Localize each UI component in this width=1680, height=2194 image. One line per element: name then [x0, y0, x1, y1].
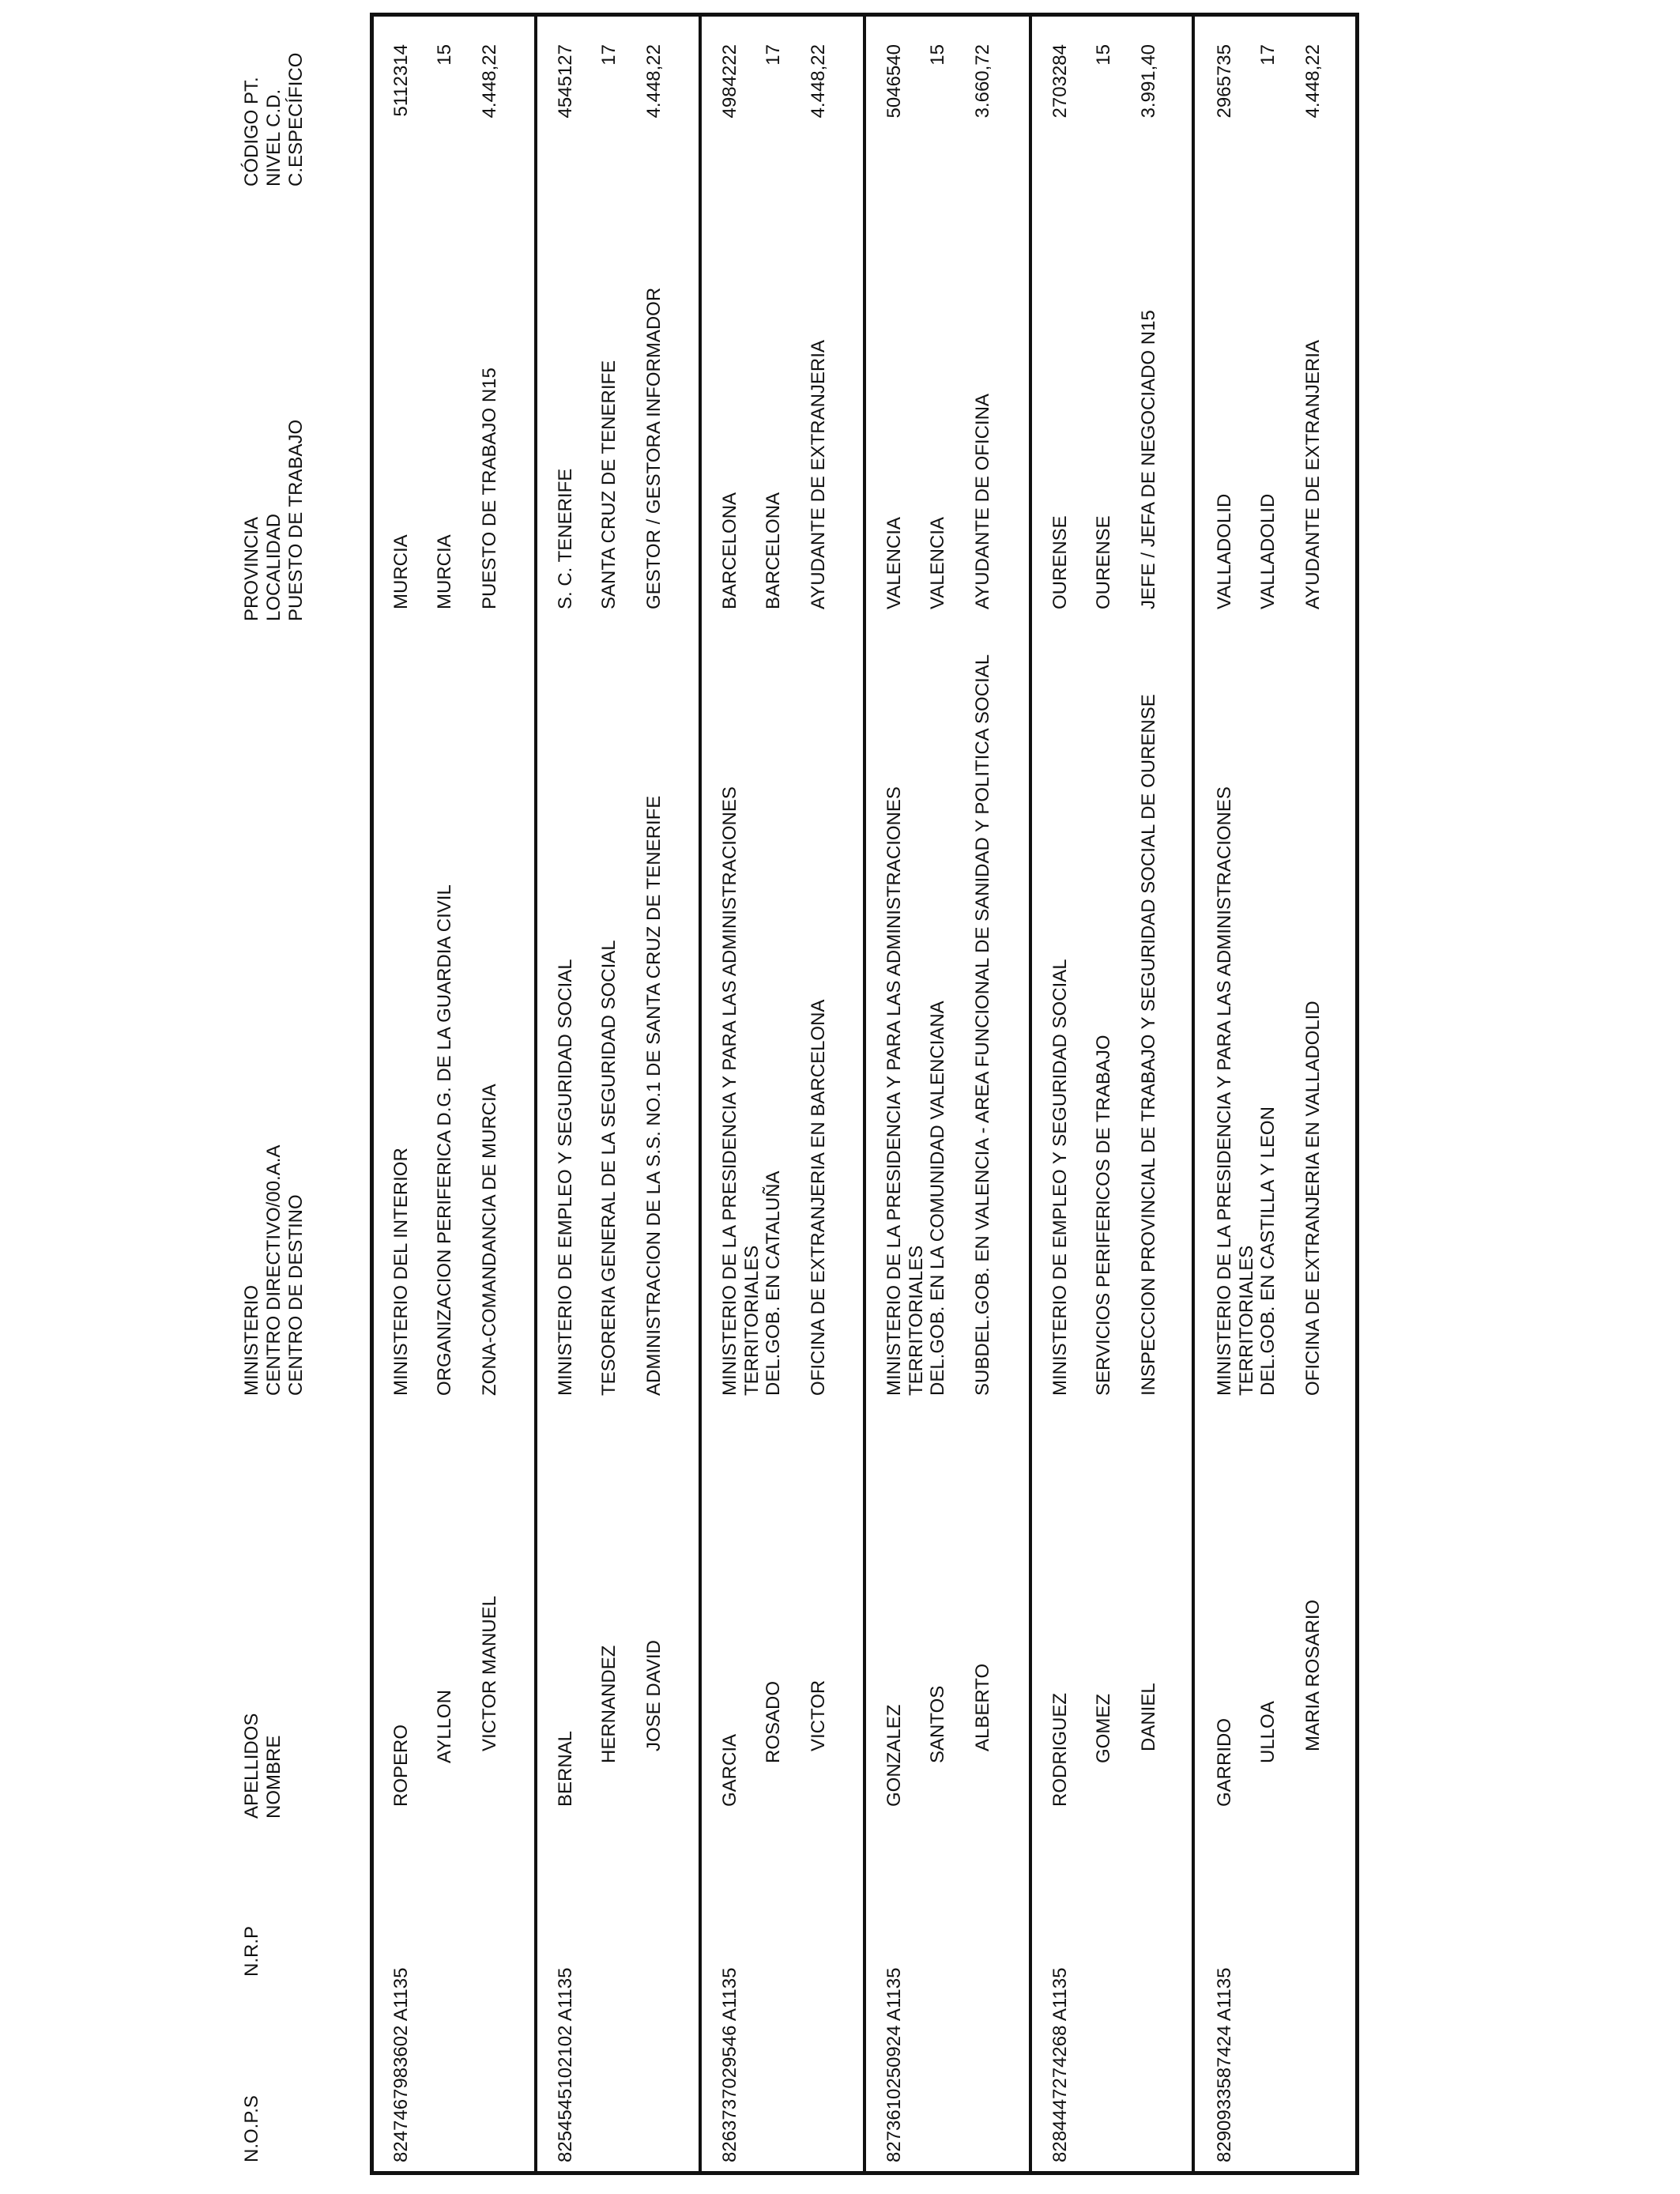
- record-especifico: 3.660,72: [972, 44, 993, 119]
- record-centro-directivo: SERVICIOS PERIFERICOS DE TRABAJO: [1093, 1035, 1114, 1396]
- record-apellido2: ULLOA: [1257, 1701, 1279, 1763]
- record-nrp: 4447274268 A1135: [1049, 1967, 1071, 2131]
- header-puesto-trabajo: PUESTO DE TRABAJO: [285, 419, 307, 621]
- header-centro-destino: CENTRO DE DESTINO: [285, 1194, 307, 1396]
- record-centro-directivo: ORGANIZACION PERIFERICA D.G. DE LA GUARDIA CIVIL: [434, 884, 455, 1396]
- header-apellidos: APELLIDOS: [241, 1713, 262, 1819]
- record-apellido2: AYLLON: [434, 1690, 455, 1763]
- record-apellido1: RODRIGUEZ: [1049, 1693, 1071, 1807]
- header-codigo-pt: CÓDIGO PT.: [241, 77, 262, 187]
- record-centro-destino: OFICINA DE EXTRANJERIA EN VALLADOLID: [1302, 1001, 1324, 1396]
- header-nivel: NIVEL C.D.: [263, 89, 284, 187]
- record-nombre: VICTOR: [808, 1679, 829, 1751]
- record-localidad: BARCELONA: [763, 492, 784, 609]
- record-codigo: 5112314: [390, 44, 412, 117]
- record-nivel: 15: [1093, 44, 1114, 66]
- record-ministerio: MINISTERIO DE LA PRESIDENCIA Y PARA LAS ADMINISTRACIONES TERRITORIALES: [883, 786, 927, 1396]
- record-codigo: 5046540: [883, 44, 905, 119]
- header-puesto: [241, 420, 307, 621]
- record-ministerio: MINISTERIO DE EMPLEO Y SEGURIDAD SOCIAL: [555, 959, 576, 1396]
- record-nrp: 4545102102 A1135: [555, 1967, 576, 2131]
- record-especifico: 4.448,22: [479, 44, 500, 119]
- record-codigo: 2703284: [1049, 44, 1071, 119]
- record-centro-destino: ADMINISTRACION DE LA S.S. NO.1 DE SANTA CRUZ DE TENERIFE: [643, 795, 665, 1396]
- record-provincia: MURCIA: [390, 534, 412, 609]
- record-apellido1: GONZALEZ: [883, 1704, 905, 1807]
- record-provincia: OURENSE: [1049, 515, 1071, 609]
- header-centro: [241, 1145, 307, 1396]
- row-divider: [863, 13, 866, 2175]
- header-nombre: NOMBRE: [263, 1735, 284, 1819]
- record-nops: 827: [883, 2130, 905, 2162]
- record-puesto: JEFE / JEFA DE NEGOCIADO N15: [1138, 310, 1159, 609]
- record-nops: 824: [390, 2130, 412, 2162]
- record-nops: 829: [1214, 2130, 1235, 2162]
- record-puesto: AYUDANTE DE OFICINA: [972, 394, 993, 609]
- record-ministerio: MINISTERIO DEL INTERIOR: [390, 1148, 412, 1396]
- header-centro-directivo: CENTRO DIRECTIVO/00.A.A: [263, 1144, 284, 1396]
- record-ministerio: MINISTERIO DE LA PRESIDENCIA Y PARA LAS ADMINISTRACIONES TERRITORIALES: [719, 786, 763, 1396]
- record-especifico: 4.448,22: [1302, 44, 1324, 119]
- record-especifico: 3.991,40: [1138, 44, 1159, 119]
- record-ministerio: MINISTERIO DE LA PRESIDENCIA Y PARA LAS ADMINISTRACIONES TERRITORIALES: [1214, 786, 1257, 1396]
- row-divider: [699, 13, 702, 2175]
- record-localidad: VALENCIA: [927, 517, 948, 609]
- record-codigo: 4984222: [719, 44, 740, 119]
- record-centro-directivo: TESORERIA GENERAL DE LA SEGURIDAD SOCIAL: [598, 940, 620, 1396]
- record-nops: 826: [719, 2130, 740, 2162]
- record-puesto: GESTOR / GESTORA INFORMADOR: [643, 287, 665, 609]
- record-nops: 828: [1049, 2130, 1071, 2162]
- record-localidad: MURCIA: [434, 534, 455, 609]
- record-centro-destino: SUBDEL.GOB. EN VALENCIA - AREA FUNCIONAL DE SANIDAD Y POLITICA SOCIAL: [972, 654, 993, 1396]
- record-provincia: S. C. TENERIFE: [555, 468, 576, 609]
- record-apellido2: GOMEZ: [1093, 1694, 1114, 1763]
- record-puesto: PUESTO DE TRABAJO N15: [479, 368, 500, 609]
- record-localidad: OURENSE: [1093, 515, 1114, 609]
- record-nops: 825: [555, 2130, 576, 2162]
- record-codigo: 2965735: [1214, 44, 1235, 119]
- header-apellidos-nombre: [241, 1713, 285, 1819]
- row-divider: [1029, 13, 1032, 2175]
- record-localidad: SANTA CRUZ DE TENERIFE: [598, 360, 620, 609]
- record-apellido1: BERNAL: [555, 1730, 576, 1807]
- record-nombre: VICTOR MANUEL: [479, 1596, 500, 1751]
- record-nombre: MARIA ROSARIO: [1302, 1599, 1324, 1751]
- header-provincia: PROVINCIA: [241, 516, 262, 621]
- record-nrp: 3610250924 A1135: [883, 1967, 905, 2131]
- record-centro-directivo: DEL.GOB. EN LA COMUNIDAD VALENCIANA: [927, 1001, 948, 1396]
- header-ministerio: MINISTERIO: [241, 1284, 262, 1396]
- record-centro-destino: OFICINA DE EXTRANJERIA EN BARCELONA: [808, 999, 829, 1396]
- header-codigo: [241, 53, 307, 187]
- record-centro-destino: ZONA-COMANDANCIA DE MURCIA: [479, 1084, 500, 1396]
- record-provincia: VALLADOLID: [1214, 493, 1235, 609]
- row-divider: [1192, 13, 1195, 2175]
- record-apellido2: SANTOS: [927, 1685, 948, 1763]
- row-divider: [534, 13, 537, 2175]
- record-provincia: BARCELONA: [719, 492, 740, 609]
- record-nombre: ALBERTO: [972, 1663, 993, 1751]
- record-apellido2: ROSADO: [763, 1680, 784, 1763]
- record-provincia: VALENCIA: [883, 517, 905, 609]
- record-ministerio: MINISTERIO DE EMPLEO Y SEGURIDAD SOCIAL: [1049, 959, 1071, 1396]
- record-nivel: 17: [763, 44, 784, 66]
- record-nivel: 17: [598, 44, 620, 66]
- record-nivel: 17: [1257, 44, 1279, 66]
- record-centro-destino: INSPECCION PROVINCIAL DE TRABAJO Y SEGURIDAD SOCIAL DE OURENSE: [1138, 694, 1159, 1396]
- record-centro-directivo: DEL.GOB. EN CASTILLA Y LEON: [1257, 1106, 1279, 1396]
- record-apellido1: ROPERO: [390, 1724, 412, 1807]
- record-nombre: DANIEL: [1138, 1683, 1159, 1751]
- record-codigo: 4545127: [555, 44, 576, 119]
- record-apellido2: HERNANDEZ: [598, 1645, 620, 1763]
- record-especifico: 4.448,22: [808, 44, 829, 119]
- record-centro-directivo: DEL.GOB. EN CATALUÑA: [763, 1171, 784, 1396]
- record-nrp: 3737029546 A1135: [719, 1967, 740, 2131]
- header-localidad: LOCALIDAD: [263, 513, 284, 621]
- record-especifico: 4.448,22: [643, 44, 665, 119]
- record-puesto: AYUDANTE DE EXTRANJERIA: [808, 340, 829, 609]
- record-nombre: JOSE DAVID: [643, 1640, 665, 1751]
- record-nrp: 7467983602 A1135: [390, 1967, 412, 2131]
- header-especifico: C.ESPECÍFICO: [285, 52, 307, 187]
- record-localidad: VALLADOLID: [1257, 493, 1279, 609]
- header-nops: N.O.P.S: [241, 2095, 262, 2162]
- record-apellido1: GARRIDO: [1214, 1717, 1235, 1807]
- record-nivel: 15: [434, 44, 455, 66]
- record-apellido1: GARCIA: [719, 1733, 740, 1807]
- record-nrp: 0933587424 A1135: [1214, 1967, 1235, 2131]
- record-puesto: AYUDANTE DE EXTRANJERIA: [1302, 340, 1324, 609]
- header-nrp: N.R.P: [241, 1925, 262, 1977]
- record-nivel: 15: [927, 44, 948, 66]
